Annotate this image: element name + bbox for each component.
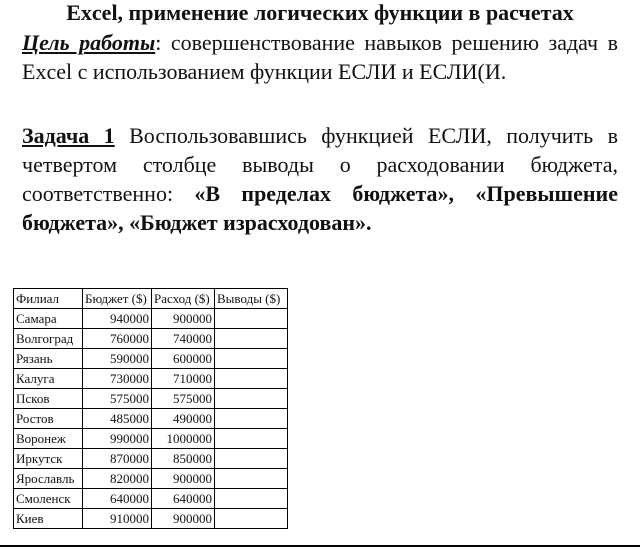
- cell-expense: 490000: [152, 409, 215, 429]
- cell-expense: 900000: [152, 309, 215, 329]
- task-text: Воспользовавшись функцией ЕСЛИ, получить в четвертом столбце выводы о расходовании бюджета, соответственно:: [22, 123, 618, 206]
- table-row: [14, 509, 288, 529]
- table-row: [14, 449, 288, 469]
- goal-label: Цель работы: [22, 30, 156, 55]
- cell-budget: 575000: [83, 389, 152, 409]
- table-row: [14, 369, 288, 389]
- cell-branch: Ростов: [14, 409, 83, 429]
- column-header-conclusions: Выводы ($): [215, 289, 288, 309]
- cell-conclusion: [215, 449, 288, 469]
- cell-expense: 710000: [152, 369, 215, 389]
- goal-text: : совершенствование навыков решению задач в Excel с использованием функции ЕСЛИ и ЕСЛИ(И.: [22, 30, 618, 84]
- table-row: [14, 329, 288, 349]
- cell-branch: Воронеж: [14, 429, 83, 449]
- table-row: [14, 389, 288, 409]
- cell-budget: 730000: [83, 369, 152, 389]
- cell-budget: 760000: [83, 329, 152, 349]
- cell-conclusion: [215, 389, 288, 409]
- cell-conclusion: [215, 329, 288, 349]
- cell-branch: Смоленск: [14, 489, 83, 509]
- cell-budget: 940000: [83, 309, 152, 329]
- cell-budget: 820000: [83, 469, 152, 489]
- cell-expense: 575000: [152, 389, 215, 409]
- budget-table: [13, 288, 288, 529]
- cell-expense: 1000000: [152, 429, 215, 449]
- cell-branch: Волгоград: [14, 329, 83, 349]
- cell-conclusion: [215, 429, 288, 449]
- page-title: Excel, применение логических функции в расчетах: [66, 0, 574, 25]
- cell-conclusion: [215, 309, 288, 329]
- cell-branch: Псков: [14, 389, 83, 409]
- cell-budget: 910000: [83, 509, 152, 529]
- column-header-branch: Филиал: [14, 289, 83, 309]
- cell-conclusion: [215, 489, 288, 509]
- cell-branch: Иркутск: [14, 449, 83, 469]
- goal-paragraph: [22, 28, 618, 86]
- cell-budget: 990000: [83, 429, 152, 449]
- cell-branch: Калуга: [14, 369, 83, 389]
- cell-conclusion: [215, 509, 288, 529]
- cell-branch: Рязань: [14, 349, 83, 369]
- task-paragraph: [22, 121, 618, 237]
- table-row: [14, 429, 288, 449]
- cell-conclusion: [215, 349, 288, 369]
- cell-branch: Киев: [14, 509, 83, 529]
- cell-expense: 640000: [152, 489, 215, 509]
- table-header-row: [14, 289, 288, 309]
- table-row: [14, 349, 288, 369]
- cell-budget: 590000: [83, 349, 152, 369]
- table-row: [14, 469, 288, 489]
- task-results: «В пределах бюджета», «Превышение бюджета», «Бюджет израсходован».: [22, 181, 618, 235]
- cell-expense: 900000: [152, 469, 215, 489]
- cell-budget: 640000: [83, 489, 152, 509]
- cell-conclusion: [215, 409, 288, 429]
- cell-expense: 600000: [152, 349, 215, 369]
- table-row: [14, 489, 288, 509]
- cell-branch: Самара: [14, 309, 83, 329]
- cell-expense: 900000: [152, 509, 215, 529]
- column-header-budget: Бюджет ($): [83, 289, 152, 309]
- cell-budget: 485000: [83, 409, 152, 429]
- cell-conclusion: [215, 469, 288, 489]
- cell-branch: Ярославль: [14, 469, 83, 489]
- cell-expense: 850000: [152, 449, 215, 469]
- table-row: [14, 409, 288, 429]
- cell-expense: 740000: [152, 329, 215, 349]
- cell-budget: 870000: [83, 449, 152, 469]
- table-row: [14, 309, 288, 329]
- bottom-divider: [0, 545, 640, 547]
- column-header-expense: Расход ($): [152, 289, 215, 309]
- cell-conclusion: [215, 369, 288, 389]
- task-label: Задача 1: [22, 123, 115, 148]
